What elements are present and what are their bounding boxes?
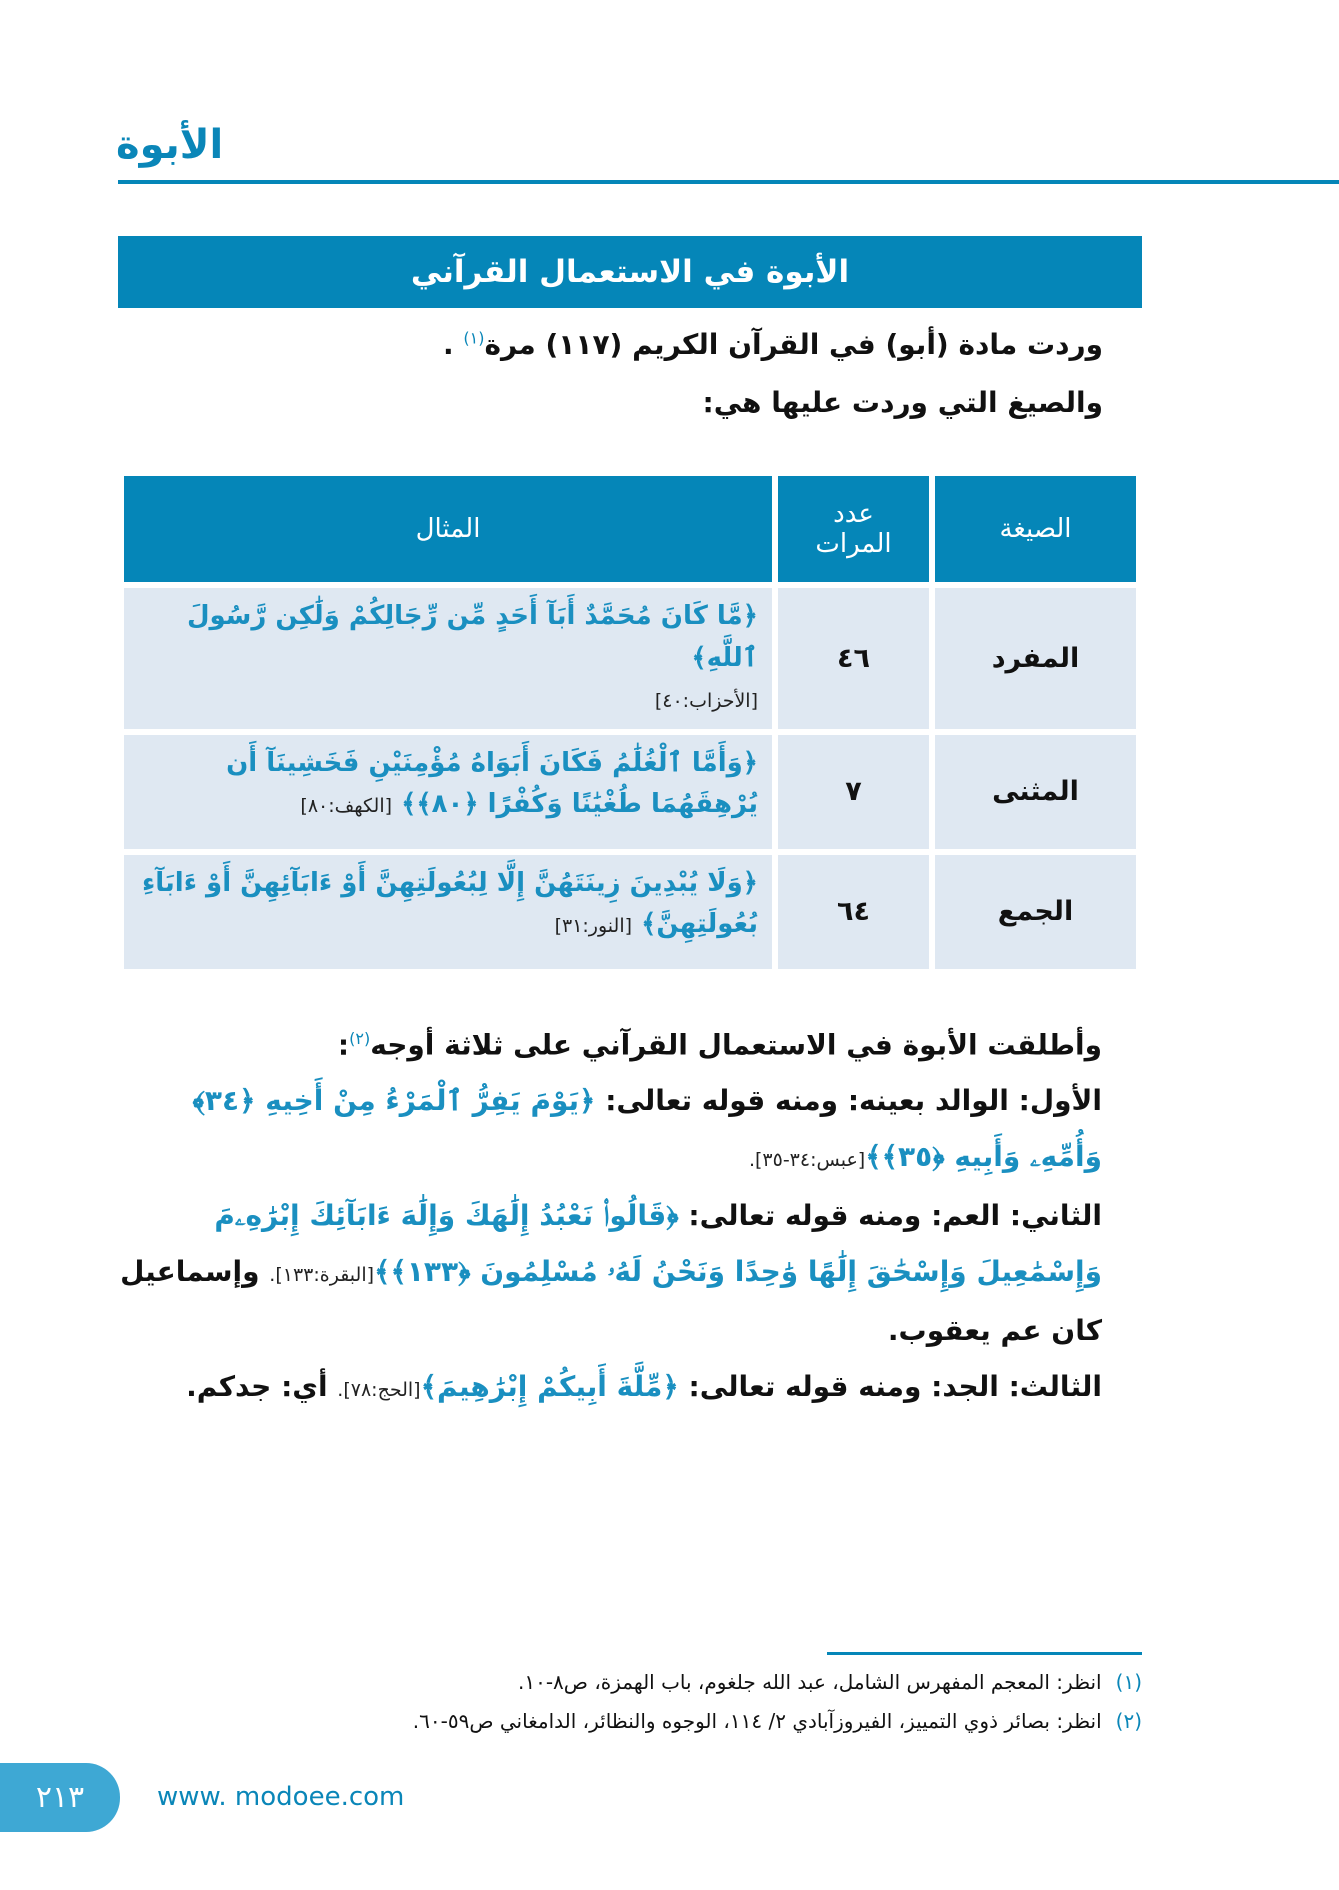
usage-third [118,1359,1142,1418]
tail: أي: جدكم. [186,1370,328,1404]
label: الأول: الوالد بعينه: [847,1084,1102,1118]
section-title: الأبوة في الاستعمال القرآني [118,236,1142,308]
footnote [413,1709,1142,1733]
table-row [124,588,1136,729]
verse: ﴿يَوْمَ يَفِرُّ ٱلْمَرْءُ مِنْ أَخِيهِ ﴿٣٤﴾ وَأُمِّهِۦ وَأَبِيهِ ﴿٣٥﴾﴾ [192,1084,1102,1174]
footnote-number: (١) [1115,1670,1142,1694]
header-rule [118,180,1339,184]
lead: ومنه قوله تعالى: [605,1084,839,1118]
footnote-text: انظر: بصائر ذوي التمييز، الفيروزآبادي ٢/ ١١٤، الوجوه والنظائر، الدامغاني ص٥٩-٦٠. [412,1709,1102,1733]
lead: ومنه قوله تعالى: [688,1370,922,1404]
content-flow [118,470,1142,1418]
table-row [124,855,1136,969]
footnote-ref-2[interactable]: (٢) [349,1028,371,1048]
page-number: ٢١٣ [0,1763,120,1832]
intro-text: وردت مادة (أبو) في القرآن الكريم (١١٧) مرة [484,328,1103,361]
verse-ref: [النور:٣١] [554,915,633,938]
label: الثالث: الجد: [931,1370,1102,1404]
form-cell: المثنى [935,735,1136,849]
verse-ref: [الحج:٧٨]. [337,1379,421,1402]
count-cell: ٧ [778,735,929,849]
example-cell [124,588,772,729]
header-example: المثال [124,476,772,582]
count-cell: ٦٤ [778,855,929,969]
verse: ﴿مَّا كَانَ مُحَمَّدٌ أَبَآ أَحَدٍ مِّن رِّجَالِكُمْ وَلَٰكِن رَّسُولَ ٱللَّهِ﴾ [186,601,758,673]
footnote-text: انظر: المعجم المفهرس الشامل، عبد الله جلغوم، باب الهمزة، ص٨-١٠. [517,1670,1102,1694]
verse-ref: [عبس:٣٤-٣٥]. [748,1149,866,1172]
example-cell [124,855,772,969]
usage-intro [118,1011,1142,1073]
body-text [118,1011,1142,1418]
forms-table [118,470,1142,975]
running-title: الأبوة [116,122,224,168]
footnote-number: (٢) [1115,1709,1142,1733]
website-link[interactable]: www. modoee.com [157,1782,405,1812]
lead: ومنه قوله تعالى: [688,1199,922,1233]
usage-intro-text: وأطلقت الأبوة في الاستعمال القرآني على ثلاثة أوجه [370,1028,1102,1062]
verse: ﴿وَلَا يُبْدِينَ زِينَتَهُنَّ إِلَّا لِبُعُولَتِهِنَّ أَوْ ءَابَآئِهِنَّ أَوْ ءَابَآءِ بُعُولَتِهِنَّ﴾ [141,867,758,940]
usage-intro-end: : [337,1028,350,1062]
verse-ref: [الأحزاب:٤٠] [654,690,758,713]
form-cell: المفرد [935,588,1136,729]
footnote [518,1670,1142,1694]
label: الثاني: العم: [931,1199,1102,1233]
footnote-rule [827,1652,1142,1655]
intro-line-2: والصيغ التي وردت عليها هي: [702,386,1103,419]
verse-ref: [البقرة:١٣٣]. [269,1264,375,1287]
intro-line-1 [443,328,1103,361]
count-cell: ٤٦ [778,588,929,729]
header-count: عدد المرات [778,476,929,582]
table-row [124,735,1136,849]
header-form: الصيغة [935,476,1136,582]
usage-first [118,1073,1142,1188]
table-header-row [124,476,1136,582]
tail: وإسماعيل كان عم يعقوب. [120,1255,1102,1348]
intro-end: . [442,328,454,361]
verse: ﴿وَأَمَّا ٱلْغُلَٰمُ فَكَانَ أَبَوَاهُ مُؤْمِنَيْنِ فَخَشِينَآ أَن يُرْهِقَهُمَا طُغْيَٰنًا وَكُفْرًا ﴿٨٠﴾﴾ [226,747,758,820]
verse: ﴿قَالُوا۟ نَعْبُدُ إِلَٰهَكَ وَإِلَٰهَ ءَابَآئِكَ إِبْرَٰهِۦمَ وَإِسْمَٰعِيلَ وَإِسْحَٰقَ إِلَٰهًا وَٰحِدًا وَنَحْنُ لَهُۥ مُسْلِمُونَ ﴿١٣٣﴾﴾ [214,1199,1102,1289]
example-cell [124,735,772,849]
form-cell: الجمع [935,855,1136,969]
verse-ref: [الكهف:٨٠] [300,795,393,818]
usage-second [118,1188,1142,1359]
verse: ﴿مِّلَّةَ أَبِيكُمْ إِبْرَٰهِيمَ﴾ [420,1370,679,1404]
footnote-ref-1[interactable]: (١) [463,328,485,348]
